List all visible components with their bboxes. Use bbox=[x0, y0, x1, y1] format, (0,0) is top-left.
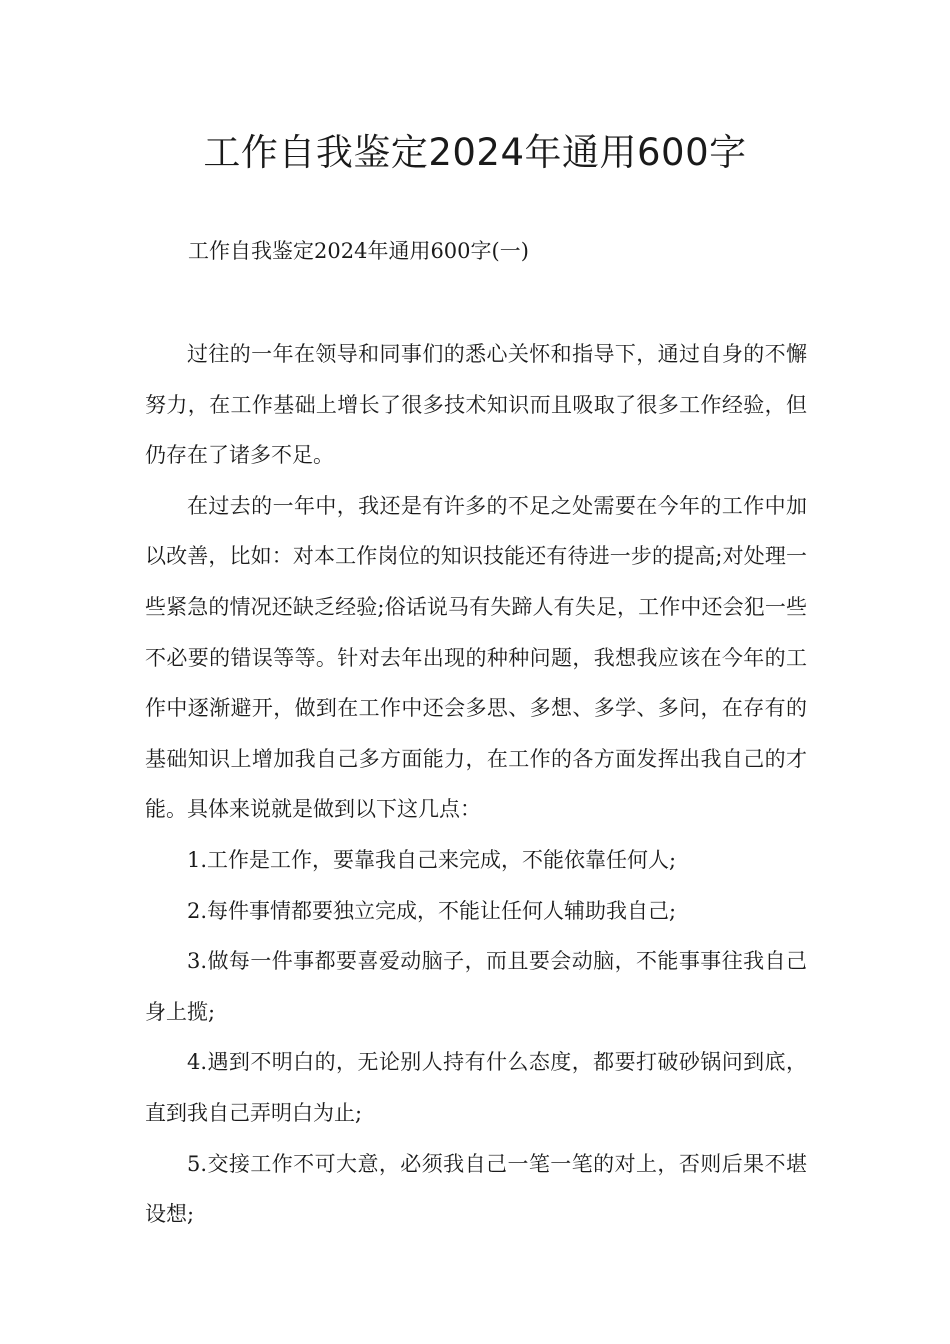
body-paragraph: 过往的一年在领导和同事们的悉心关怀和指导下，通过自身的不懈努力，在工作基础上增长了很多技术知识而且吸取了很多工作经验，但仍存在了诸多不足。 bbox=[145, 342, 807, 468]
document-title: 工作自我鉴定2024年通用600字 bbox=[203, 131, 747, 174]
list-item: 4.遇到不明白的，无论别人持有什么态度，都要打破砂锅问到底，直到我自己弄明白为止; bbox=[145, 1050, 807, 1125]
document-subtitle: 工作自我鉴定2024年通用600字(一) bbox=[188, 239, 529, 263]
list-item: 1.工作是工作，要靠我自己来完成，不能依靠任何人; bbox=[187, 847, 677, 872]
document-body bbox=[145, 329, 807, 1240]
list-item: 2.每件事情都要独立完成，不能让任何人辅助我自己; bbox=[187, 898, 677, 923]
body-paragraph: 在过去的一年中，我还是有许多的不足之处需要在今年的工作中加以改善，比如：对本工作岗位的知识技能还有待进一步的提高;对处理一些紧急的情况还缺乏经验;俗话说马有失蹄人有失足，工作中还会犯一些不必要的错误等等。针对去年出现的种种问题，我想我应该在今年的工作中逐渐避开，做到在工作中还会多思、多想、多学、多问，在存有的基础知识上增加我自己多方面能力，在工作的各方面发挥出我自己的才能。具体来说就是做到以下这几点： bbox=[145, 493, 807, 822]
list-item: 5.交接工作不可大意，必须我自己一笔一笔的对上，否则后果不堪设想; bbox=[145, 1151, 807, 1227]
list-item: 3.做每一件事都要喜爱动脑子，而且要会动脑，不能事事往我自己身上揽; bbox=[145, 949, 807, 1024]
